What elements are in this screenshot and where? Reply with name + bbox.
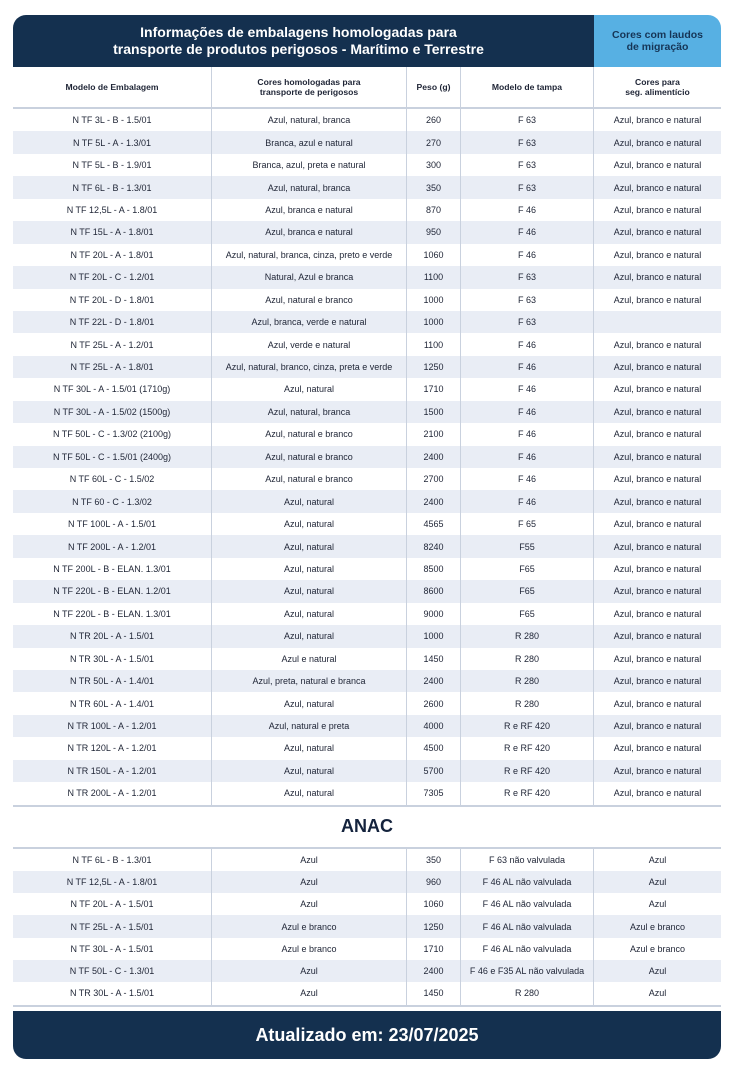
cell-weight: 7305 [406,782,460,804]
cell-weight: 1250 [406,915,460,937]
column-header-model: Modelo de Embalagem [65,82,159,92]
cell-model: N TF 200L - A - 1.2/01 [67,541,157,552]
cell-model: N TR 30L - A - 1.5/01 [69,988,155,999]
cell-model: N TF 25L - A - 1.2/01 [70,339,154,350]
cell-food: Azul, branco e natural [593,378,721,400]
cell-colors: Azul, natural, branca [211,401,406,423]
cell-colors: Azul, natural [211,490,406,512]
cell-cap: F 65 [460,513,593,535]
cell-colors: Azul, natural, branca [211,109,406,131]
cell-weight: 1250 [406,356,460,378]
table-row [13,760,721,782]
cell-food: Azul, branco e natural [593,423,721,445]
cell-food: Azul, branco e natural [593,199,721,221]
cell-model: N TF 25L - A - 1.8/01 [70,362,154,373]
table-row [13,849,721,871]
cell-model: N TF 20L - A - 1.8/01 [70,249,154,260]
cell-colors: Azul, verde e natural [211,333,406,355]
table-row [13,535,721,557]
table-row [13,625,721,647]
cell-weight: 2700 [406,468,460,490]
cell-colors: Natural, Azul e branca [211,266,406,288]
cell-food: Azul [593,982,721,1004]
cell-cap: F 46 [460,468,593,490]
cell-cap: R 280 [460,625,593,647]
cell-food: Azul, branco e natural [593,401,721,423]
cell-weight: 1450 [406,648,460,670]
cell-food: Azul, branco e natural [593,513,721,535]
cell-colors: Azul e branco [211,938,406,960]
cell-colors: Azul, natural [211,737,406,759]
cell-weight: 270 [406,131,460,153]
cell-model: N TF 220L - B - ELAN. 1.3/01 [53,608,171,619]
cell-model: N TF 30L - A - 1.5/02 (1500g) [53,406,171,417]
cell-model: N TR 150L - A - 1.2/01 [67,765,157,776]
cell-weight: 1060 [406,244,460,266]
cell-weight: 2400 [406,670,460,692]
cell-colors: Azul e branco [211,915,406,937]
cell-weight: 300 [406,154,460,176]
table-row [13,378,721,400]
cell-colors: Azul, natural [211,558,406,580]
cell-weight: 4000 [406,715,460,737]
cell-model: N TF 30L - A - 1.5/01 (1710g) [53,384,171,395]
cell-weight: 960 [406,871,460,893]
cell-colors: Azul, natural, branco, cinza, preta e verde [211,356,406,378]
cell-weight: 1100 [406,266,460,288]
cell-weight: 1000 [406,625,460,647]
cell-weight: 350 [406,176,460,198]
cell-food [593,311,721,333]
cell-cap: R e RF 420 [460,737,593,759]
table-row [13,266,721,288]
cell-model: N TF 20L - A - 1.5/01 [70,899,154,910]
column-header-colors [211,67,406,107]
table-row [13,893,721,915]
column-header-food-line-2: seg. alimentício [625,87,690,97]
column-header-food-line-1: Cores para [635,77,680,87]
title-line-2: transporte de produtos perigosos - Marítimo e Terrestre [113,41,484,57]
cell-cap: F 63 não valvulada [460,849,593,871]
cell-cap: R e RF 420 [460,715,593,737]
cell-weight: 350 [406,849,460,871]
cell-model: N TF 60 - C - 1.3/02 [72,496,152,507]
cell-colors: Azul, natural [211,782,406,804]
cell-weight: 1060 [406,893,460,915]
cell-colors: Azul [211,960,406,982]
updated-date-text: Atualizado em: 23/07/2025 [255,1024,479,1045]
cell-food: Azul, branco e natural [593,760,721,782]
cell-cap: R 280 [460,648,593,670]
cell-weight: 2600 [406,692,460,714]
cell-food: Azul, branco e natural [593,446,721,468]
cell-colors: Azul, natural [211,378,406,400]
document-sheet [13,15,721,1065]
cell-cap: F55 [460,535,593,557]
cell-weight: 2400 [406,446,460,468]
cell-model: N TR 50L - A - 1.4/01 [69,676,155,687]
table-row [13,558,721,580]
cell-food: Azul, branco e natural [593,648,721,670]
cell-cap: F 63 [460,176,593,198]
cell-cap: F 46 [460,378,593,400]
cell-weight: 1100 [406,333,460,355]
cell-model: N TF 50L - C - 1.3/01 [69,966,155,977]
cell-model: N TR 20L - A - 1.5/01 [69,631,155,642]
table-row [13,915,721,937]
cell-model: N TF 30L - A - 1.5/01 [70,943,154,954]
cell-colors: Azul, natural e branco [211,446,406,468]
cell-food: Azul, branco e natural [593,221,721,243]
cell-cap: F 46 [460,490,593,512]
cell-cap: F 46 [460,221,593,243]
cell-colors: Azul, natural e branco [211,423,406,445]
cell-model: N TF 220L - B - ELAN. 1.2/01 [53,586,171,597]
cell-food: Azul, branco e natural [593,715,721,737]
cell-cap: F 46 [460,401,593,423]
cell-colors: Azul, branca e natural [211,221,406,243]
table-row [13,244,721,266]
cell-colors: Azul [211,849,406,871]
cell-cap: F 63 [460,109,593,131]
cell-colors: Azul, natural, branca [211,176,406,198]
column-header-food [593,67,721,107]
cell-weight: 2100 [406,423,460,445]
cell-cap: F 46 [460,356,593,378]
cell-food: Azul e branco [593,938,721,960]
cell-colors: Azul [211,893,406,915]
cell-food: Azul, branco e natural [593,244,721,266]
table-row [13,938,721,960]
table-row [13,446,721,468]
cell-food: Azul [593,893,721,915]
cell-model: N TF 20L - C - 1.2/01 [69,272,155,283]
cell-food: Azul, branco e natural [593,603,721,625]
migration-header-line-1: Cores com laudos [611,29,704,41]
cell-colors: Azul, natural e branco [211,289,406,311]
cell-food: Azul, branco e natural [593,625,721,647]
cell-colors: Azul, natural [211,603,406,625]
cell-weight: 9000 [406,603,460,625]
cell-model: N TR 60L - A - 1.4/01 [69,698,155,709]
table-row [13,176,721,198]
cell-food: Azul, branco e natural [593,468,721,490]
table-row [13,670,721,692]
cell-colors: Azul, natural [211,535,406,557]
table-row [13,871,721,893]
migration-header [594,15,721,67]
cell-weight: 4565 [406,513,460,535]
cell-model: N TF 3L - B - 1.5/01 [72,115,152,126]
cell-food: Azul, branco e natural [593,289,721,311]
cell-cap: F 63 [460,311,593,333]
cell-model: N TF 25L - A - 1.5/01 [70,921,154,932]
cell-food: Azul, branco e natural [593,535,721,557]
cell-model: N TF 60L - C - 1.5/02 [69,474,155,485]
cell-food: Azul, branco e natural [593,131,721,153]
cell-weight: 1000 [406,289,460,311]
cell-colors: Azul, natural [211,580,406,602]
cell-food: Azul [593,960,721,982]
cell-food: Azul, branco e natural [593,558,721,580]
cell-cap: F 46 AL não valvulada [460,893,593,915]
table-row [13,603,721,625]
cell-colors: Azul e natural [211,648,406,670]
cell-model: N TF 6L - B - 1.3/01 [72,182,152,193]
cell-model: N TF 50L - C - 1.5/01 (2400g) [52,451,172,462]
table-row [13,737,721,759]
cell-model: N TF 5L - B - 1.9/01 [72,160,152,171]
table-row [13,423,721,445]
cell-food: Azul, branco e natural [593,692,721,714]
table-row [13,715,721,737]
main-table-body [13,109,721,807]
cell-colors: Branca, azul, preta e natural [211,154,406,176]
cell-weight: 2400 [406,960,460,982]
cell-cap: R 280 [460,670,593,692]
cell-weight: 8600 [406,580,460,602]
cell-colors: Azul, natural [211,692,406,714]
table-row [13,199,721,221]
title-line-1: Informações de embalagens homologadas para [140,24,457,40]
cell-cap: F 46 [460,446,593,468]
cell-weight: 260 [406,109,460,131]
cell-food: Azul, branco e natural [593,176,721,198]
anac-section-title: ANAC [13,807,721,849]
cell-cap: F 46 [460,244,593,266]
cell-food: Azul, branco e natural [593,154,721,176]
migration-header-line-2: de migração [626,41,689,53]
cell-weight: 2400 [406,490,460,512]
cell-cap: F 46 [460,199,593,221]
cell-model: N TR 100L - A - 1.2/01 [67,721,157,732]
table-header-band [13,15,721,67]
cell-cap: F 46 AL não valvulada [460,871,593,893]
table-row [13,109,721,131]
cell-colors: Azul, natural [211,513,406,535]
table-row [13,648,721,670]
cell-cap: F 63 [460,266,593,288]
cell-food: Azul, branco e natural [593,580,721,602]
cell-model: N TF 100L - A - 1.5/01 [67,519,157,530]
cell-colors: Azul [211,982,406,1004]
cell-weight: 1500 [406,401,460,423]
table-row [13,490,721,512]
cell-weight: 5700 [406,760,460,782]
cell-cap: R 280 [460,692,593,714]
cell-model: N TR 200L - A - 1.2/01 [67,788,157,799]
cell-cap: F65 [460,558,593,580]
table-row [13,311,721,333]
cell-food: Azul, branco e natural [593,782,721,804]
cell-colors: Azul, branca, verde e natural [211,311,406,333]
cell-cap: R 280 [460,982,593,1004]
table-row [13,580,721,602]
cell-cap: F 63 [460,131,593,153]
cell-model: N TF 12,5L - A - 1.8/01 [66,204,158,215]
table-row [13,960,721,982]
updated-footer [13,1011,721,1059]
cell-cap: F65 [460,580,593,602]
table-row [13,333,721,355]
cell-model: N TF 15L - A - 1.8/01 [70,227,154,238]
cell-weight: 1710 [406,938,460,960]
cell-colors: Azul, natural [211,625,406,647]
cell-model: N TF 5L - A - 1.3/01 [72,137,152,148]
cell-weight: 1450 [406,982,460,1004]
column-header-cap: Modelo de tampa [460,67,593,107]
cell-colors: Azul, natural [211,760,406,782]
cell-weight: 8500 [406,558,460,580]
cell-colors: Azul, natural e branco [211,468,406,490]
cell-food: Azul, branco e natural [593,670,721,692]
cell-cap: F 46 [460,333,593,355]
cell-model: N TF 50L - C - 1.3/02 (2100g) [52,429,172,440]
table-row [13,982,721,1004]
cell-model: N TR 30L - A - 1.5/01 [69,653,155,664]
page-title [13,15,594,67]
cell-model: N TR 120L - A - 1.2/01 [67,743,157,754]
cell-cap: R e RF 420 [460,782,593,804]
table-row [13,289,721,311]
column-header-colors-line-1: Cores homologadas para [257,77,361,87]
cell-food: Azul e branco [593,915,721,937]
cell-model: N TF 20L - D - 1.8/01 [69,294,155,305]
cell-cap: F 46 AL não valvulada [460,915,593,937]
cell-colors: Azul, branca e natural [211,199,406,221]
cell-cap: R e RF 420 [460,760,593,782]
table-row [13,221,721,243]
cell-food: Azul, branco e natural [593,266,721,288]
cell-weight: 950 [406,221,460,243]
cell-weight: 4500 [406,737,460,759]
cell-weight: 1000 [406,311,460,333]
cell-cap: F65 [460,603,593,625]
cell-cap: F 46 [460,423,593,445]
table-row [13,468,721,490]
anac-table-body [13,849,721,1007]
cell-colors: Azul, natural, branca, cinza, preto e verde [211,244,406,266]
cell-model: N TF 6L - B - 1.3/01 [72,854,152,865]
cell-colors: Azul [211,871,406,893]
cell-weight: 8240 [406,535,460,557]
table-row [13,131,721,153]
table-row [13,154,721,176]
cell-cap: F 63 [460,154,593,176]
cell-model: N TF 200L - B - ELAN. 1.3/01 [53,563,171,574]
cell-colors: Branca, azul e natural [211,131,406,153]
cell-food: Azul, branco e natural [593,356,721,378]
table-row [13,782,721,804]
cell-food: Azul, branco e natural [593,490,721,512]
cell-food: Azul [593,849,721,871]
table-row [13,513,721,535]
column-headers [13,67,721,109]
cell-weight: 870 [406,199,460,221]
cell-food: Azul [593,871,721,893]
cell-cap: F 46 AL não valvulada [460,938,593,960]
cell-cap: F 63 [460,289,593,311]
cell-cap: F 46 e F35 AL não valvulada [460,960,593,982]
table-row [13,692,721,714]
cell-colors: Azul, preta, natural e branca [211,670,406,692]
cell-food: Azul, branco e natural [593,333,721,355]
cell-food: Azul, branco e natural [593,109,721,131]
column-header-colors-line-2: transporte de perigosos [259,87,359,97]
column-header-weight: Peso (g) [406,67,460,107]
table-row [13,356,721,378]
cell-food: Azul, branco e natural [593,737,721,759]
cell-model: N TF 12,5L - A - 1.8/01 [66,877,158,887]
cell-weight: 1710 [406,378,460,400]
cell-colors: Azul, natural e preta [211,715,406,737]
table-row [13,401,721,423]
cell-model: N TF 22L - D - 1.8/01 [69,317,155,328]
